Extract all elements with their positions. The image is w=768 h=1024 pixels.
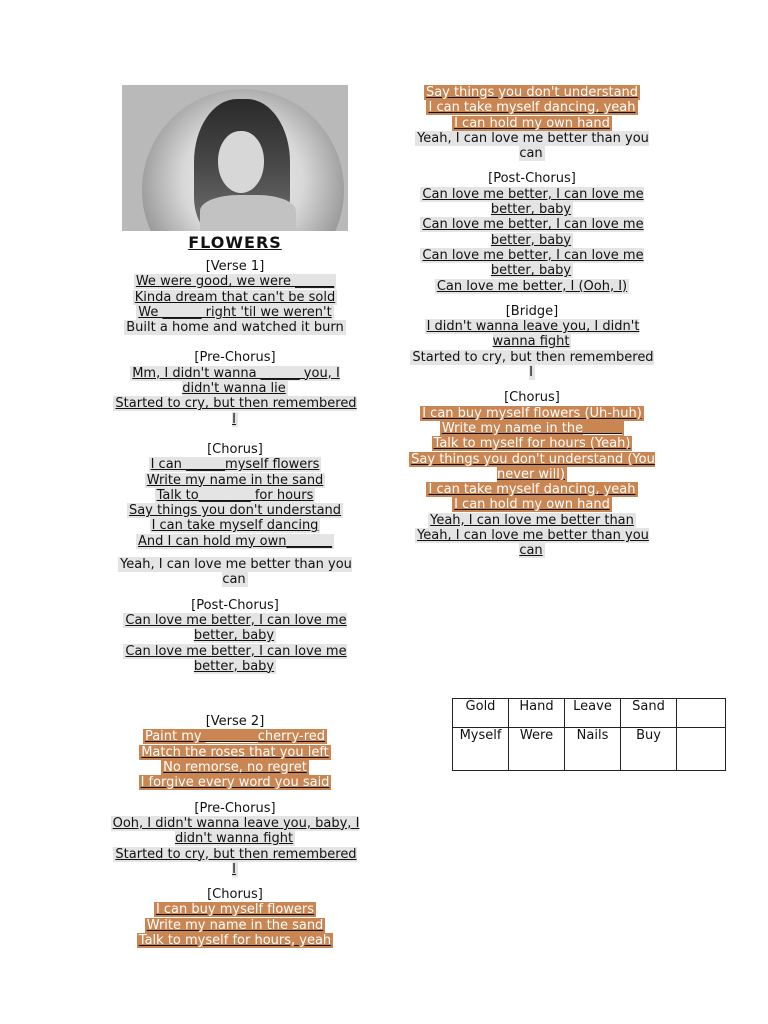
lyric-text: Say things you don't understand (You never will) [411,451,655,482]
lyric-line [406,248,658,279]
lyrics-section-verse-1 [110,259,360,335]
lyric-text: No remorse, no regret [163,760,307,776]
lyric-line [406,279,658,294]
lyric-text: I didn't wanna leave you, I didn't wanna fight [426,319,640,350]
lyric-text: I can buy myself flowers [155,902,315,918]
lyric-line [406,217,658,248]
section-label: [Verse 1] [205,259,265,274]
word-bank-row [453,699,726,728]
section-label: [Post-Chorus] [191,597,279,613]
lyric-text: Mm, I didn't wanna ______ you, I didn't wanna lie [132,365,340,397]
lyric-line [110,613,360,644]
lyrics-section-continued [406,85,658,161]
lyric-text: Talk to myself for hours (Yeah) [433,436,631,452]
lyric-text: Can love me better, I can love me better, baby [422,186,644,218]
lyric-line [110,366,360,397]
lyric-text: Can love me better, I can love me better, baby [422,217,644,248]
lyric-text: Ooh, I didn't wanna leave you, baby, I didn't wanna fight [112,815,360,847]
lyric-line [110,918,360,933]
lyrics-section-pre-chorus [110,350,360,426]
section-label: [Bridge] [505,303,559,319]
lyric-line [110,557,360,588]
lyric-text: We were good, we were ______ [135,274,335,290]
lyric-line [110,644,360,675]
lyric-line [110,305,360,320]
lyric-text: Paint my ________cherry-red [144,729,326,745]
lyric-line [110,534,360,549]
lyrics-section-chorus [406,390,658,558]
lyric-line [406,421,658,436]
lyric-text: I can buy myself flowers (Uh-huh) [422,405,642,421]
lyric-line [110,745,360,760]
lyric-text: Started to cry, but then remembered I [412,349,654,381]
word-bank-cell: Gold [453,699,509,728]
lyric-text: Kinda dream that can't be sold [134,289,336,305]
lyric-text: Yeah, I can love me better than [430,512,634,528]
lyric-line [406,131,658,162]
lyric-line [406,436,658,451]
lyrics-section-chorus [110,442,360,549]
lyric-line [406,85,658,100]
word-bank-cell: Myself [453,728,509,771]
lyric-line [110,902,360,917]
right-column [406,85,658,559]
lyric-line [110,775,360,790]
lyric-line [110,488,360,503]
word-bank-cell: Sand [621,699,677,728]
section-label: [Chorus] [207,887,263,903]
lyric-text: Say things you don't understand [425,85,639,100]
lyric-text: Started to cry, but then remembered I [115,396,357,427]
lyric-line [406,100,658,115]
lyrics-section-verse-2 [110,714,360,790]
lyric-text: I can take myself dancing, yeah [428,482,636,498]
lyric-line [110,760,360,775]
lyric-text: I can take myself dancing, yeah [428,100,636,116]
section-label: [Chorus] [207,441,263,457]
left-lyrics [110,259,360,948]
lyric-line [110,320,360,335]
lyric-line [110,518,360,533]
lyrics-section-post-chorus [110,598,360,674]
lyric-line [110,816,360,847]
lyric-line [406,406,658,421]
word-bank-empty-cell [677,699,726,728]
photo-arms [200,195,296,231]
word-bank-empty-cell [677,728,726,771]
lyric-line [110,396,360,427]
lyrics-section-bridge [406,304,658,380]
lyrics-section-pre-chorus [110,801,360,877]
section-label: [Post-Chorus] [488,171,576,187]
lyric-line [406,452,658,483]
lyric-text: I can hold my own hand [454,115,610,131]
lyric-line [110,729,360,744]
section-label: [Pre-Chorus] [194,350,276,366]
lyric-text: I can hold my own hand [454,497,610,513]
lyric-text: Built a home and watched it burn [126,320,344,336]
lyric-text: Can love me better, I can love me better, baby [422,247,644,279]
lyric-text: Can love me better, I can love me better, baby [125,612,347,644]
word-bank-table [452,698,726,771]
lyric-line [110,290,360,305]
lyric-text: Match the roses that you left [141,744,329,760]
lyric-text: I can ______myself flowers [150,457,320,473]
section-label: [Verse 2] [205,714,265,730]
section-label: [Pre-Chorus] [194,800,276,816]
word-bank-cell: Nails [565,728,621,771]
lyric-text: I forgive every word you said [140,775,330,791]
photo-face [218,131,264,193]
lyric-text: Say things you don't understand [128,503,342,519]
lyric-line [406,513,658,528]
lyric-text: Yeah, I can love me better than you can [417,528,649,559]
lyric-line [110,457,360,472]
lyric-text: Yeah, I can love me better than you can [417,130,649,162]
lyric-text: Talk to________ for hours [156,487,314,503]
lyric-text: I can take myself dancing [151,518,319,534]
lyric-line [110,847,360,878]
lyric-text: Talk to myself for hours, yeah [138,932,332,948]
lyrics-section-continued [110,557,360,588]
lyric-text: Write my name in the sand [146,917,324,933]
song-title: FLOWERS [188,233,282,252]
lyric-line [110,933,360,948]
lyric-line [406,116,658,131]
lyric-text: Can love me better, I can love me better, baby [125,643,347,674]
lyric-line [406,528,658,559]
singer-photo [122,85,348,231]
right-lyrics [406,85,658,559]
lyric-text: Write my name in the sand [146,472,324,488]
word-bank-cell: Hand [509,699,565,728]
word-bank-cell: Were [509,728,565,771]
lyric-text: Yeah, I can love me better than you can [120,557,352,588]
lyric-line [406,187,658,218]
word-bank-row [453,728,726,771]
section-label: [Chorus] [504,390,560,406]
lyric-line [406,350,658,381]
lyric-text: Started to cry, but then remembered I [115,846,357,877]
lyric-line [110,473,360,488]
word-bank-cell: Buy [621,728,677,771]
lyric-line [110,274,360,289]
lyric-line [406,497,658,512]
lyrics-section-post-chorus [406,171,658,293]
lyric-text: We ______ right 'til we weren't [138,304,332,320]
lyrics-section-chorus [110,887,360,948]
lyric-line [406,482,658,497]
lyric-text: And I can hold my own_______ [138,533,332,549]
lyric-line [406,319,658,350]
left-column [110,85,360,948]
lyric-line [110,503,360,518]
lyric-text: Write my name in the______ [441,420,623,436]
word-bank-cell: Leave [565,699,621,728]
lyric-text: Can love me better, I (Ooh, I) [436,278,628,294]
